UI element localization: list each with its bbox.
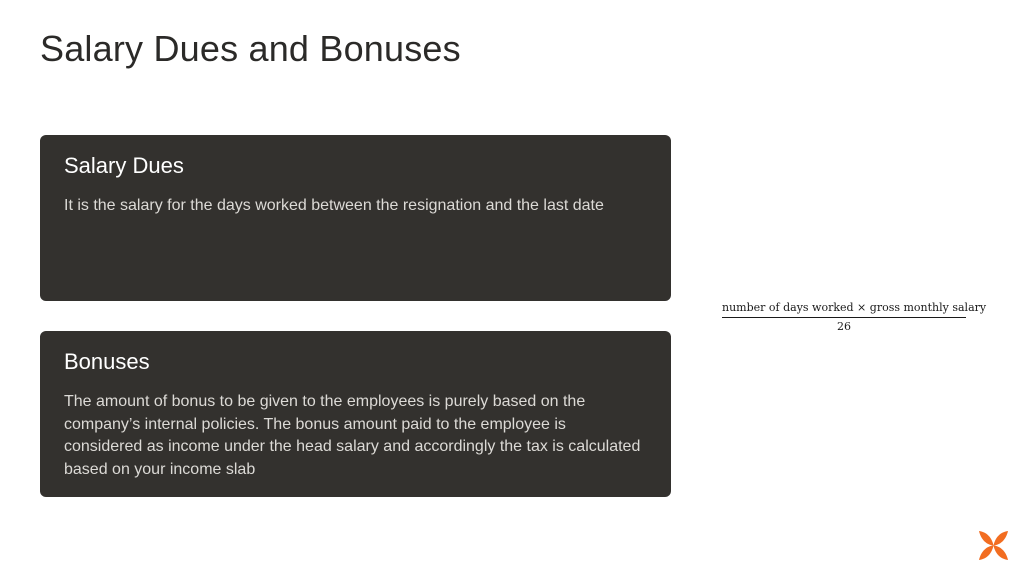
bonuses-card bbox=[40, 331, 671, 497]
formula-numerator: number of days worked × gross monthly salary bbox=[722, 301, 966, 318]
logo-wing-bottom-left bbox=[979, 546, 994, 561]
logo-wing-bottom-right bbox=[994, 546, 1009, 561]
slide-title: Salary Dues and Bonuses bbox=[40, 28, 461, 69]
logo-wing-top-left bbox=[979, 531, 994, 546]
bonuses-body: The amount of bonus to be given to the employees is purely based on the company’s internal policies. The bonus amount paid to the employee is considered as income under the head salary and accordingly the tax is calculated based on your income slab bbox=[64, 393, 641, 478]
salary-dues-body: It is the salary for the days worked between the resignation and the last date bbox=[64, 197, 604, 214]
butterfly-logo-icon bbox=[977, 529, 1010, 562]
salary-dues-formula bbox=[722, 301, 987, 334]
formula-denominator: 26 bbox=[837, 320, 851, 333]
salary-dues-card bbox=[40, 135, 671, 301]
bonuses-heading: Bonuses bbox=[64, 349, 150, 374]
salary-dues-heading: Salary Dues bbox=[64, 153, 184, 178]
logo-wing-top-right bbox=[994, 531, 1009, 546]
